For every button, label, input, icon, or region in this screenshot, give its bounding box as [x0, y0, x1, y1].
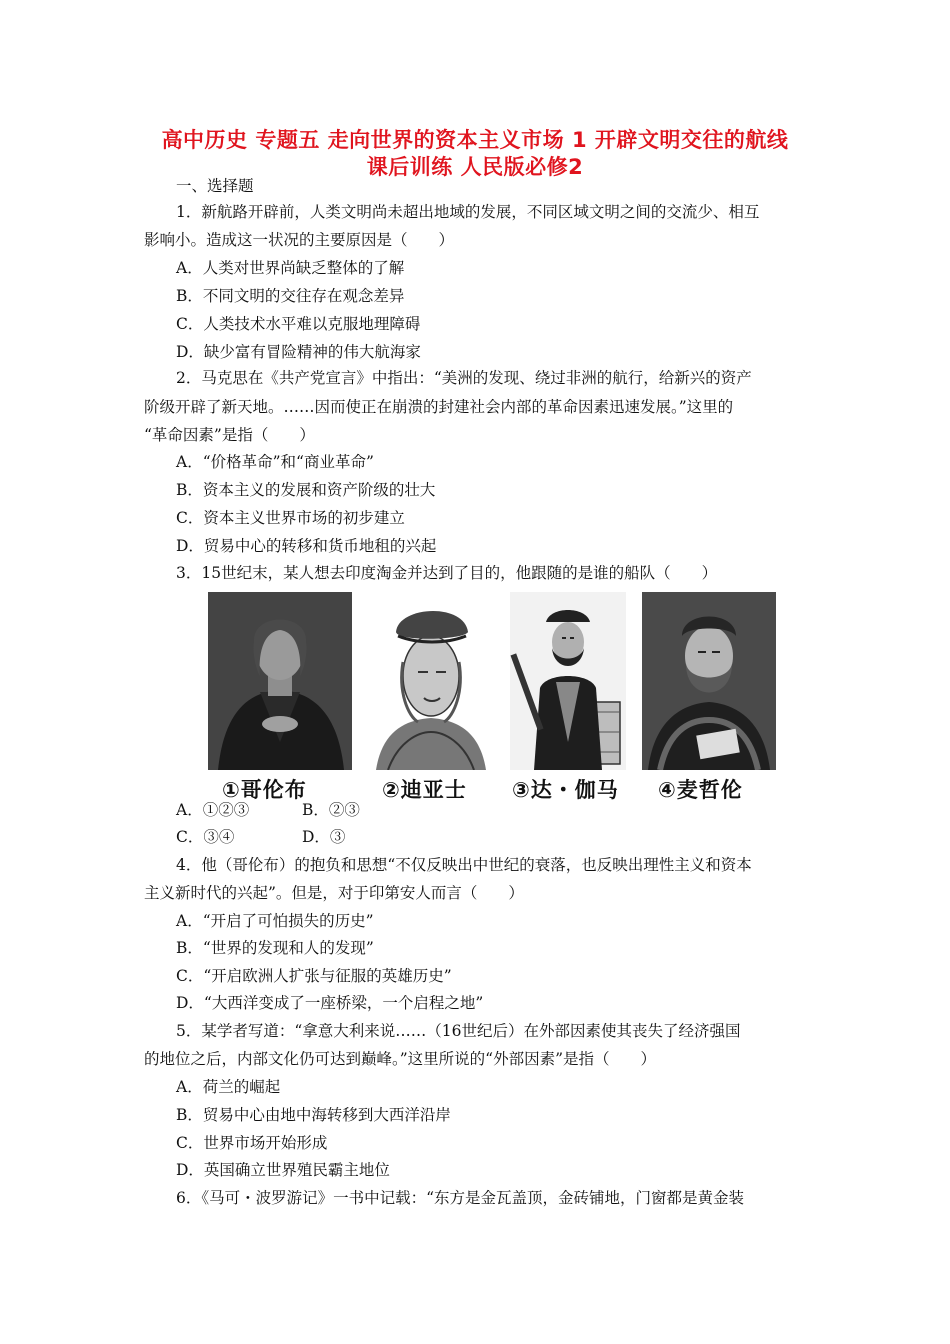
- document-title-line-2: 课后训练 人民版必修2: [366, 155, 584, 179]
- question-2-text-cont: 阶级开辟了新天地。……因而使正在崩溃的封建社会内部的革命因素迅速发展。”这里的: [144, 398, 734, 416]
- question-3-option-c: C．③④: [176, 828, 235, 846]
- caption-2: ②迪亚士: [382, 778, 467, 802]
- caption-1: ①哥伦布: [222, 778, 307, 802]
- question-4-option-b: B．“世界的发现和人的发现”: [176, 939, 374, 957]
- question-5-option-a: A．荷兰的崛起: [176, 1078, 281, 1096]
- question-4-option-d: D．“大西洋变成了一座桥梁，一个启程之地”: [176, 994, 484, 1012]
- question-3-option-d: D．③: [302, 828, 346, 846]
- question-2-option-b: B．资本主义的发展和资产阶级的壮大: [176, 481, 436, 499]
- question-1-option-b: B．不同文明的交往存在观念差异: [176, 287, 405, 305]
- question-3-options-row-2: [176, 827, 846, 847]
- question-5-option-d: D．英国确立世界殖民霸主地位: [176, 1161, 390, 1179]
- question-5-option-b: B．贸易中心由地中海转移到大西洋沿岸: [176, 1106, 451, 1124]
- portrait-dias: [368, 592, 494, 770]
- question-1-text: 1．新航路开辟前，人类文明尚未超出地域的发展，不同区域文明之间的交流少、相互: [176, 203, 760, 221]
- question-2-text-cont-2: “革命因素”是指（ ）: [144, 426, 315, 444]
- question-1-option-a: A．人类对世界尚缺乏整体的了解: [176, 259, 405, 277]
- question-5-option-c: C．世界市场开始形成: [176, 1134, 328, 1152]
- question-3-options-row-1: [176, 800, 846, 820]
- question-2-option-c: C．资本主义世界市场的初步建立: [176, 509, 405, 527]
- question-4-option-c: C．“开启欧洲人扩张与征服的英雄历史”: [176, 967, 452, 985]
- question-6-text: 6．《马可・波罗游记》一书中记载：“东方是金瓦盖顶，金砖铺地，门窗都是黄金装: [176, 1189, 745, 1207]
- caption-4: ④麦哲伦: [658, 778, 743, 802]
- caption-3: ③达・伽马: [512, 778, 619, 802]
- document-title-line-1: 高中历史 专题五 走向世界的资本主义市场 1 开辟文明交往的航线: [161, 128, 789, 152]
- question-4-option-a: A．“开启了可怕损失的历史”: [176, 912, 374, 930]
- portrait-magellan: [642, 592, 776, 770]
- question-3-option-a: A．①②③: [176, 801, 250, 819]
- question-4-text-cont: 主义新时代的兴起”。但是，对于印第安人而言（ ）: [144, 884, 524, 902]
- question-5-text-cont: 的地位之后，内部文化仍可达到巅峰。”这里所说的“外部因素”是指（ ）: [144, 1050, 657, 1068]
- question-1-option-d: D．缺少富有冒险精神的伟大航海家: [176, 343, 421, 361]
- question-5-text: 5．某学者写道：“拿意大利来说……（16世纪后）在外部因素使其丧失了经济强国: [176, 1022, 741, 1040]
- question-4-text: 4．他（哥伦布）的抱负和思想“不仅反映出中世纪的衰落，也反映出理性主义和资本: [176, 856, 752, 874]
- question-2-option-a: A．“价格革命”和“商业革命”: [176, 453, 374, 471]
- portrait-da-gama: [510, 592, 626, 770]
- question-1-option-c: C．人类技术水平难以克服地理障碍: [176, 315, 421, 333]
- question-1-text-cont: 影响小。造成这一状况的主要原因是（ ）: [144, 231, 455, 249]
- question-2-option-d: D．贸易中心的转移和货币地租的兴起: [176, 537, 437, 555]
- section-heading: 一、选择题: [176, 177, 254, 195]
- explorer-portraits: [208, 592, 778, 802]
- question-3-text: 3．15世纪末，某人想去印度淘金并达到了目的，他跟随的是谁的船队（ ）: [176, 564, 718, 582]
- question-2-text: 2．马克思在《共产党宣言》中指出：“美洲的发现、绕过非洲的航行，给新兴的资产: [176, 369, 752, 387]
- question-3-option-b: B．②③: [302, 801, 360, 819]
- portrait-columbus: [208, 592, 352, 770]
